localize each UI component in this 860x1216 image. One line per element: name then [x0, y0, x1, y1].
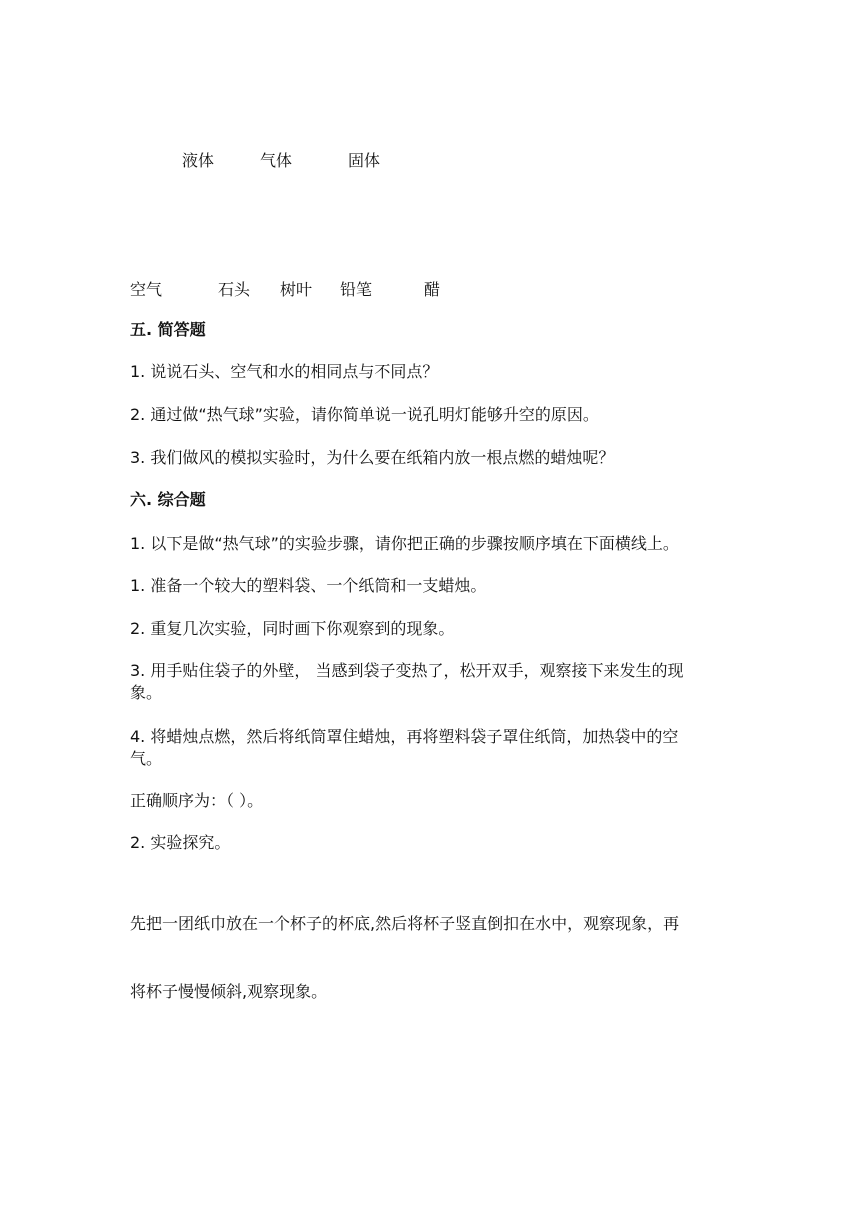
word-leaf: 树叶: [280, 280, 313, 299]
section6-title: 六. 综合题: [130, 490, 206, 509]
experiment-line-2: 将杯子慢慢倾斜,观察现象。: [130, 982, 328, 1001]
word-liquid: 液体: [182, 151, 215, 170]
step-4-line-1: 4. 将蜡烛点燃，然后将纸筒罩住蜡烛，再将塑料袋子罩住纸筒，加热袋中的空: [130, 727, 679, 746]
correct-order: 正确顺序为：（ ）。: [130, 791, 264, 810]
section5-question-1: 1. 说说石头、空气和水的相同点与不同点？: [130, 362, 439, 381]
experiment-line-1: 先把一团纸巾放在一个杯子的杯底,然后将杯子竖直倒扣在水中，观察现象，再: [130, 914, 680, 933]
section5-question-2: 2. 通过做“热气球”实验，请你简单说一说孔明灯能够升空的原因。: [130, 405, 599, 424]
word-pencil: 铅笔: [340, 280, 373, 299]
word-solid: 固体: [348, 151, 381, 170]
step-3-line-2: 象。: [130, 683, 163, 702]
section6-question-1: 1. 以下是做“热气球”的实验步骤，请你把正确的步骤按顺序填在下面横线上。: [130, 534, 679, 553]
step-4-line-2: 气。: [130, 749, 163, 768]
step-3-line-1: 3. 用手贴住袋子的外壁， 当感到袋子变热了，松开双手，观察接下来发生的现: [130, 661, 684, 680]
word-gas: 气体: [260, 151, 293, 170]
section6-question-2: 2. 实验探究。: [130, 833, 231, 852]
word-air: 空气: [130, 280, 163, 299]
classification-row-states: [0, 148, 860, 168]
section5-title: 五. 简答题: [130, 320, 206, 339]
step-2: 2. 重复几次实验，同时画下你观察到的现象。: [130, 619, 455, 638]
step-1: 1. 准备一个较大的塑料袋、一个纸筒和一支蜡烛。: [130, 576, 487, 595]
word-stone: 石头: [218, 280, 251, 299]
section5-question-3: 3. 我们做风的模拟实验时，为什么要在纸箱内放一根点燃的蜡烛呢？: [130, 448, 615, 467]
classification-row-items: [0, 277, 860, 297]
word-vinegar: 醋: [424, 280, 441, 299]
